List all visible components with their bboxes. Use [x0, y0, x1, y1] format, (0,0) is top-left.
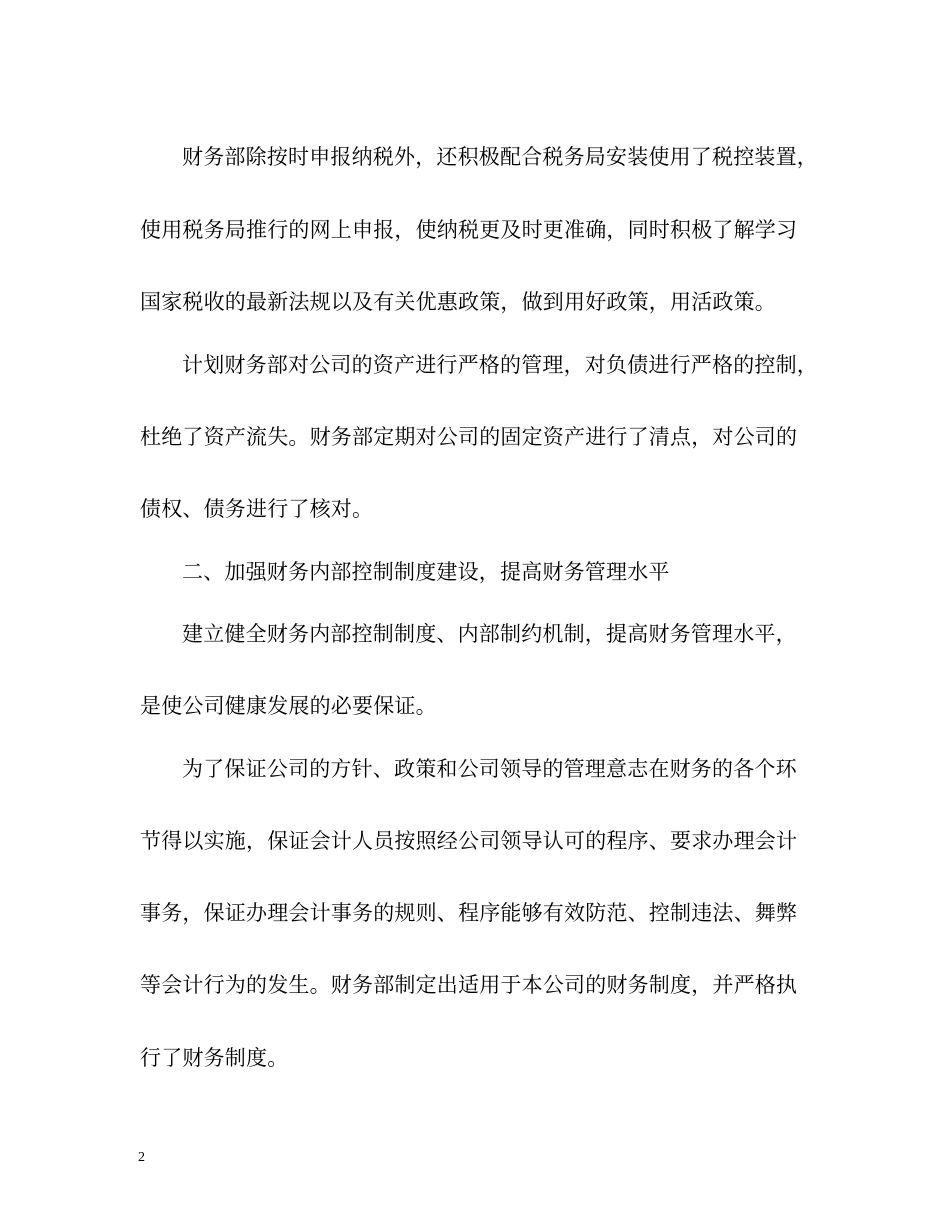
paragraph-line: 事务，保证办理会计事务的规则、程序能够有效防范、控制违法、舞弊: [140, 901, 798, 925]
paragraph-line: 节得以实施，保证会计人员按照经公司领导认可的程序、要求办理会计: [140, 829, 798, 853]
paragraph-line: 使用税务局推行的网上申报，使纳税更及时更准确，同时积极了解学习: [140, 218, 798, 242]
paragraph-line: 建立健全财务内部控制制度、内部制约机制，提高财务管理水平，: [182, 622, 797, 646]
paragraph-line: 债权、债务进行了核对。: [140, 497, 374, 521]
paragraph-line: 是使公司健康发展的必要保证。: [140, 694, 437, 718]
section-heading: 二、加强财务内部控制制度建设，提高财务管理水平: [182, 560, 670, 584]
page-number: 2: [138, 1150, 145, 1165]
paragraph-line: 财务部除按时申报纳税外，还积极配合税务局安装使用了税控装置，: [182, 145, 818, 169]
paragraph-line: 为了保证公司的方针、政策和公司领导的管理意志在财务的各个环: [182, 757, 797, 781]
paragraph-line: 国家税收的最新法规以及有关优惠政策，做到用好政策，用活政策。: [140, 290, 776, 314]
paragraph-line: 行了财务制度。: [140, 1046, 289, 1070]
paragraph-line: 等会计行为的发生。财务部制定出适用于本公司的财务制度，并严格执: [140, 973, 798, 997]
paragraph-line: 计划财务部对公司的资产进行严格的管理，对负债进行严格的控制，: [182, 353, 818, 377]
paragraph-line: 杜绝了资产流失。财务部定期对公司的固定资产进行了清点，对公司的: [140, 425, 798, 449]
